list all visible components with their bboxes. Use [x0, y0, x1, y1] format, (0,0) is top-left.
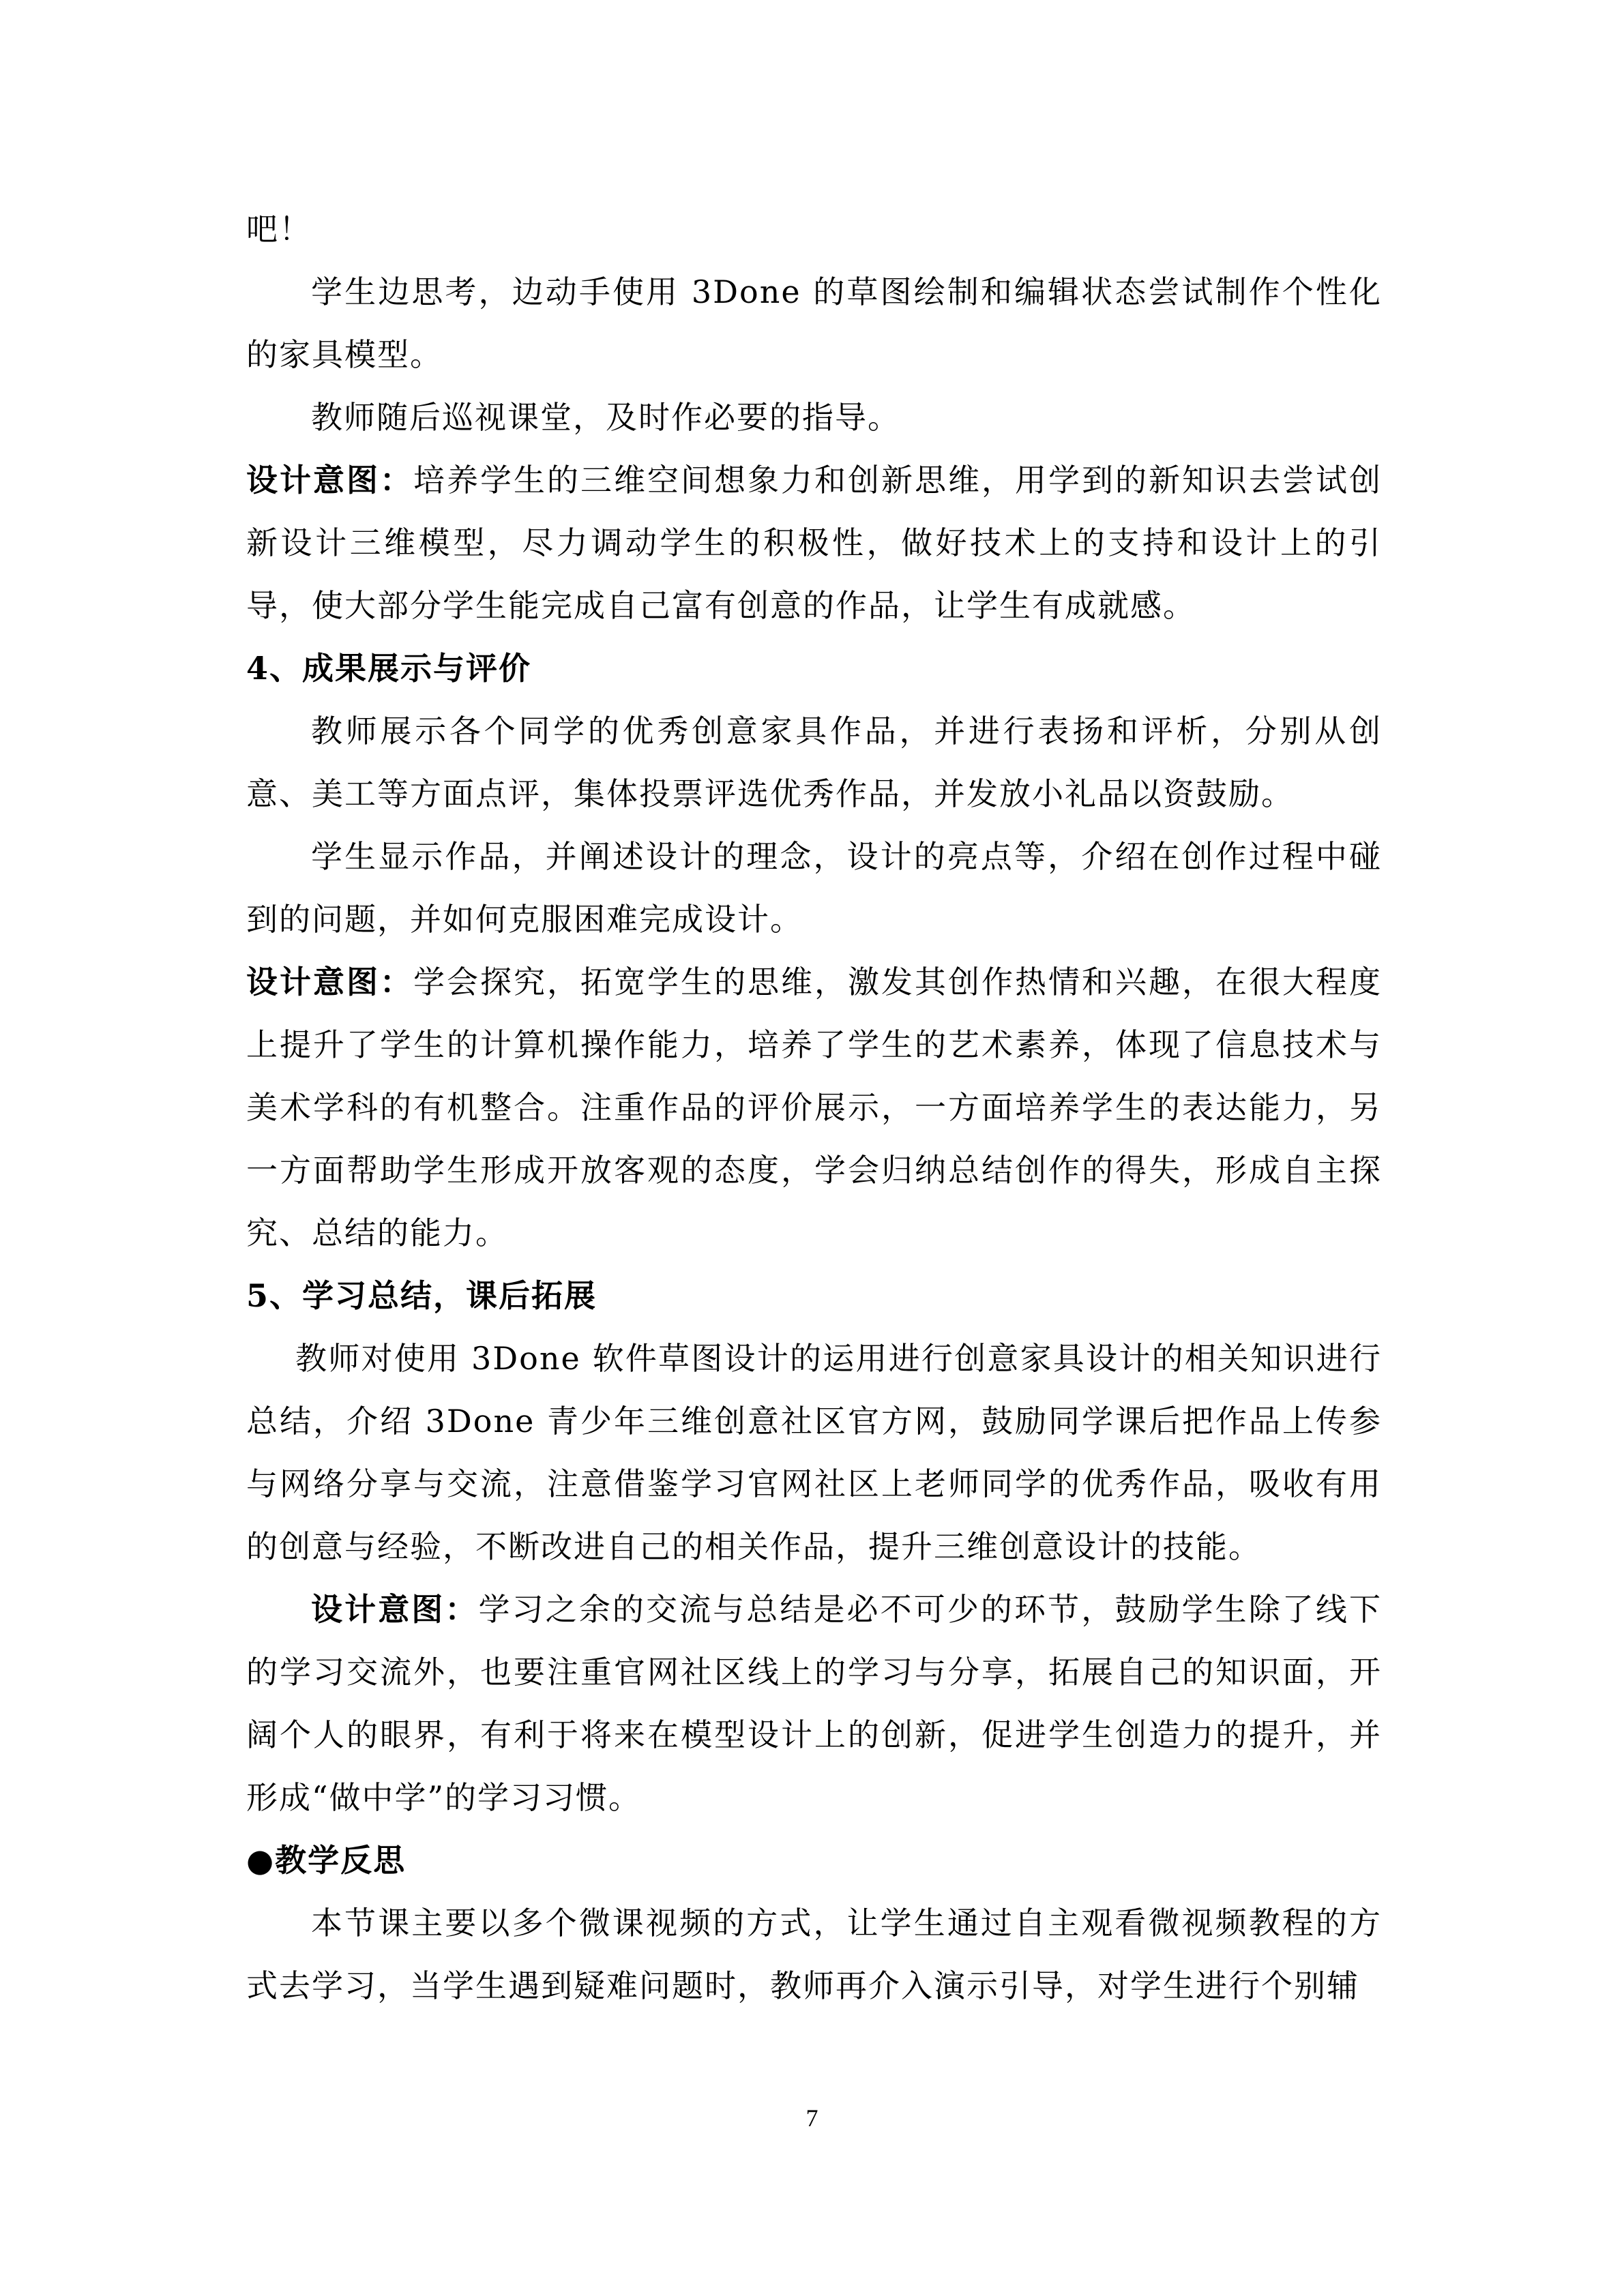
design-intent-label: 设计意图： [311, 1591, 479, 1628]
design-intent-paragraph-2 [246, 951, 1382, 1264]
section-heading-5: 5、学习总结，课后拓展 [246, 1277, 597, 1314]
design-intent-label: 设计意图： [246, 462, 413, 498]
paragraph-teacher-guidance: 教师随后巡视课堂，及时作必要的指导。 [311, 399, 900, 436]
paragraph-continuation: 吧！ [246, 211, 312, 248]
design-intent-paragraph-1 [246, 449, 1382, 637]
document-body [246, 198, 1382, 2017]
design-intent-text: 学习之余的交流与总结是必不可少的环节，鼓励学生除了线下的学习交流外，也要注重官网社区线上的学习与分享，拓展自己的知识面，开阔个人的眼界，有利于将来在模型设计上的创新，促进学生创造力的提升，并形成“做中学”的学习习惯。 [246, 1591, 1383, 1816]
section-heading-reflection: ●教学反思 [246, 1842, 407, 1879]
paragraph-reflection: 本节课主要以多个微课视频的方式，让学生通过自主观看微视频教程的方式去学习，当学生遇到疑难问题时，教师再介入演示引导，对学生进行个别辅 [246, 1905, 1382, 2004]
design-intent-text: 学会探究，拓宽学生的思维，激发其创作热情和兴趣，在很大程度上提升了学生的计算机操作能力，培养了学生的艺术素养，体现了信息技术与美术学科的有机整合。注重作品的评价展示，一方面培养学生的表达能力，另一方面帮助学生形成开放客观的态度，学会归纳总结创作的得失，形成自主探究、总结的能力。 [246, 964, 1382, 1251]
design-intent-paragraph-3 [246, 1578, 1382, 1829]
paragraph-teacher-summary: 教师对使用 3Done 软件草图设计的运用进行创意家具设计的相关知识进行总结，介绍 3Done 青少年三维创意社区官方网，鼓励同学课后把作品上传参与网络分享与交流，注意借鉴学习官网社区上老师同学的优秀作品，吸收有用的创意与经验，不断改进自己的相关作品，提升三维创意设计的技能。 [246, 1340, 1382, 1565]
page-number: 7 [806, 2104, 818, 2132]
paragraph-student-modeling: 学生边思考，边动手使用 3Done 的草图绘制和编辑状态尝试制作个性化的家具模型。 [246, 273, 1382, 373]
paragraph-student-presentation: 学生显示作品，并阐述设计的理念，设计的亮点等，介绍在创作过程中碰到的问题，并如何克服困难完成设计。 [246, 838, 1382, 938]
design-intent-label: 设计意图： [246, 964, 413, 1000]
paragraph-teacher-showcase: 教师展示各个同学的优秀创意家具作品，并进行表扬和评析，分别从创意、美工等方面点评，集体投票评选优秀作品，并发放小礼品以资鼓励。 [246, 713, 1382, 812]
design-intent-text: 培养学生的三维空间想象力和创新思维，用学到的新知识去尝试创新设计三维模型，尽力调动学生的积极性，做好技术上的支持和设计上的引导，使大部分学生能完成自己富有创意的作品，让学生有成就感。 [246, 462, 1382, 624]
section-heading-4: 4、成果展示与评价 [246, 650, 532, 687]
